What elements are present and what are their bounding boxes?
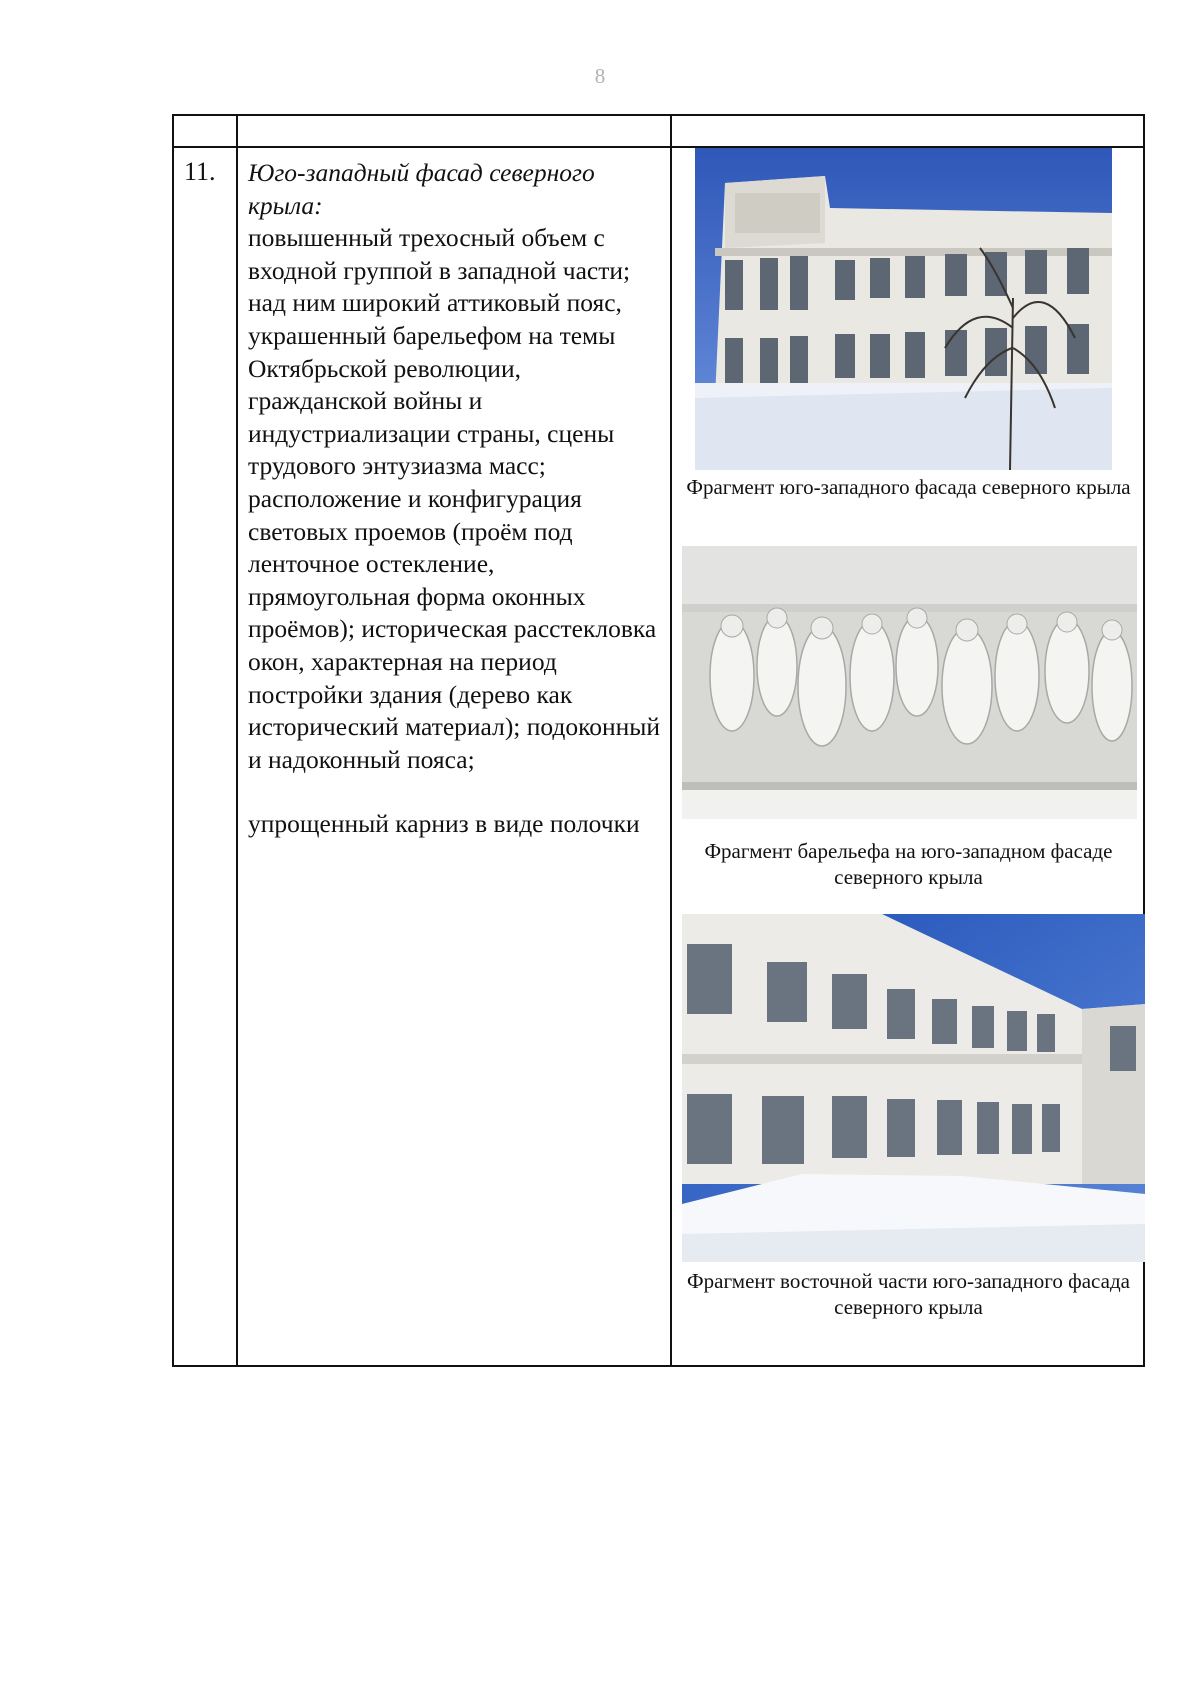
row-number: 11. (173, 147, 237, 1366)
photo-caption-2: Фрагмент барельефа на юго-западном фасаде северного крыла (704, 839, 1113, 889)
facade-title: Юго-западный фасад северного крыла: (248, 158, 595, 220)
photo-caption-3: Фрагмент восточной части юго-западного фасада северного крыла (687, 1269, 1130, 1319)
row-description (237, 147, 671, 1366)
header-cell-number (173, 115, 237, 147)
photo-southwest-facade (695, 148, 1112, 470)
photo-eastern-part (682, 914, 1145, 1262)
table-row (173, 147, 1144, 1366)
page-number: 8 (594, 64, 606, 88)
photo-bas-relief (682, 526, 1137, 819)
photo-caption-1: Фрагмент юго-западного фасада северного крыла (686, 475, 1131, 499)
row-photos (671, 147, 1144, 1366)
facade-description-extra: упрощенный карниз в виде полочки (248, 809, 640, 839)
monument-features-table (172, 114, 1145, 1367)
header-cell-description (237, 115, 671, 147)
table-header-row (173, 115, 1144, 147)
facade-description: повышенный трехосный объем с входной группой в западной части; над ним широкий аттиковый пояс, украшенный барельефом на темы Октябрьской революции, гражданской войны и индустриализации страны, сцены трудового энтузиазма масс; расположение и конфигурация световых проемов (проём под ленточное остекление, прямоугольная форма оконных проёмов); историческая расстекловка окон, характерная на период постройки здания (дерево как исторический материал); подоконный и надоконный пояса; (248, 223, 661, 774)
header-cell-photos (671, 115, 1144, 147)
